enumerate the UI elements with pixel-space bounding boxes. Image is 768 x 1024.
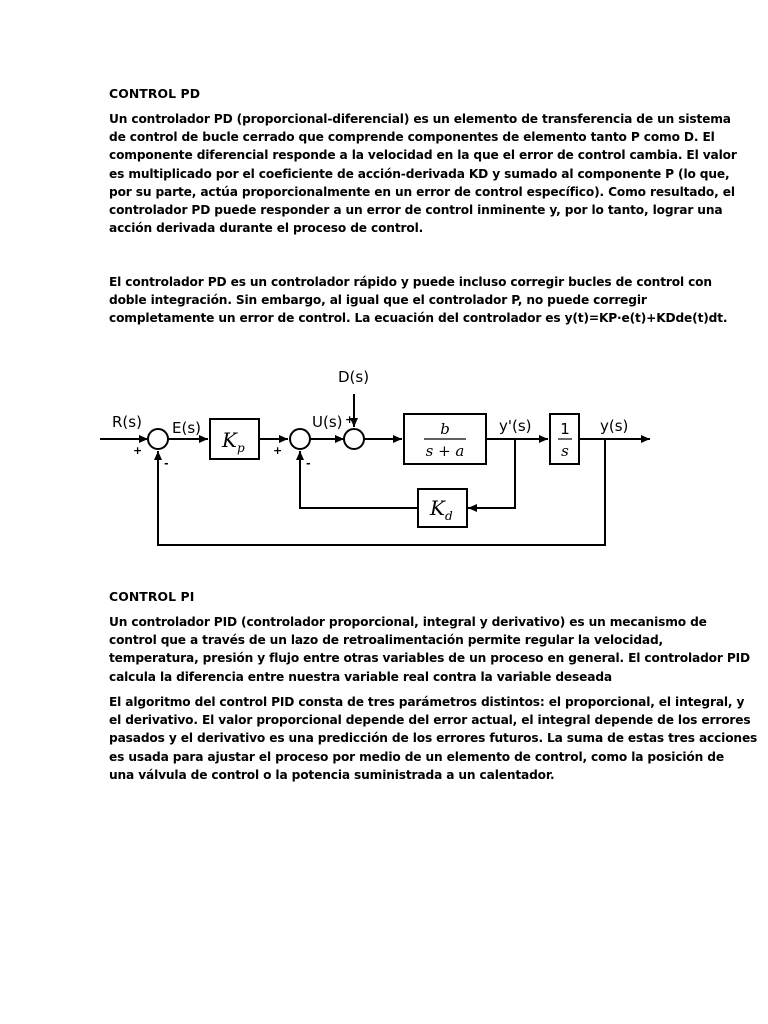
sum1-plus-sign: +: [133, 444, 143, 457]
text-line: controlador PD puede responder a un error de control inminente y, por lo tanto, lograr una: [109, 203, 723, 218]
text-line: temperatura, presión y flujo entre otras variables de un proceso en general. El controlador PID: [109, 651, 750, 666]
integrator-denominator: s: [561, 442, 569, 460]
section-heading-control-pd: CONTROL PD: [109, 86, 201, 101]
plant-numerator: b: [440, 420, 450, 438]
velocity-label: y'(s): [499, 417, 532, 435]
text-line: pasados y el derivativo es una predicción de los errores futuros. La suma de estas tres acciones: [109, 731, 758, 746]
text-line: una válvula de control o la potencia suministrada a un calentador.: [109, 767, 555, 782]
control-label: U(s): [312, 413, 343, 431]
text-line: control que a través de un lazo de retroalimentación permite regular la velocidad,: [109, 633, 664, 648]
sum2-plus-sign: +: [273, 444, 283, 457]
text-line: el derivativo. El valor proporcional depende del error actual, el integral depende de los errores: [109, 713, 751, 728]
text-line: completamente un error de control. La ecuación del controlador es y(t)=KP·e(t)+KDde(t)dt.: [109, 311, 728, 326]
summing-junction-1: [148, 429, 168, 449]
paragraph-pd-definition: [109, 110, 737, 237]
text-line: por su parte, actúa proporcionalmente en un error de control específico). Como resultado, el: [109, 184, 735, 199]
text-line: es multiplicado por el coeficiente de acción-derivada KD y sumado al componente P (lo que,: [109, 166, 730, 181]
text-line: calcula la diferencia entre nuestra variable real contra la variable deseada: [109, 669, 612, 684]
integrator-numerator: 1: [560, 420, 570, 438]
sum1-minus-sign: -: [164, 457, 169, 470]
text-line: es usada para ajustar el proceso por medio de un elemento de control, como la posición de: [109, 749, 724, 764]
paragraph-pid-definition: [109, 613, 750, 686]
sum3-plus-sign: +: [345, 413, 355, 426]
text-line: doble integración. Sin embargo, al igual que el controlador P, no puede corregir: [109, 293, 647, 308]
sum2-minus-sign: -: [306, 457, 311, 470]
text-line: componente diferencial responde a la velocidad en la que el error de control cambia. El valor: [109, 148, 737, 163]
text-line: El algoritmo del control PID consta de tres parámetros distintos: el proporcional, el integral, y: [109, 695, 745, 709]
kd-feedback-out: [300, 451, 417, 508]
summing-junction-2: [290, 429, 310, 449]
plant-denominator: s + a: [425, 442, 465, 460]
kp-main: K: [222, 428, 237, 452]
paragraph-pid-algorithm: [109, 693, 758, 784]
paragraph-pd-characteristics: [109, 273, 728, 328]
kd-subscript: d: [444, 509, 453, 523]
kd-main: K: [430, 496, 445, 520]
output-label: y(s): [600, 417, 629, 435]
summing-junction-3: [344, 429, 364, 449]
text-line: acción derivada durante el proceso de control.: [109, 221, 424, 236]
disturbance-label: D(s): [338, 368, 370, 386]
input-label: R(s): [112, 413, 142, 431]
block-diagram: [100, 360, 660, 560]
error-label: E(s): [172, 419, 201, 437]
text-line: de control de bucle cerrado que comprende componentes de elemento tanto P como D. El: [109, 130, 715, 145]
text-line: El controlador PD es un controlador rápido y puede incluso corregir bucles de control con: [109, 275, 712, 289]
kp-subscript: p: [236, 441, 245, 455]
section-heading-control-pi: CONTROL PI: [109, 589, 195, 604]
text-line: Un controlador PD (proporcional-diferencial) es un elemento de transferencia de un sistema: [109, 112, 731, 126]
text-line: Un controlador PID (controlador proporcional, integral y derivativo) es un mecanismo de: [109, 615, 707, 629]
